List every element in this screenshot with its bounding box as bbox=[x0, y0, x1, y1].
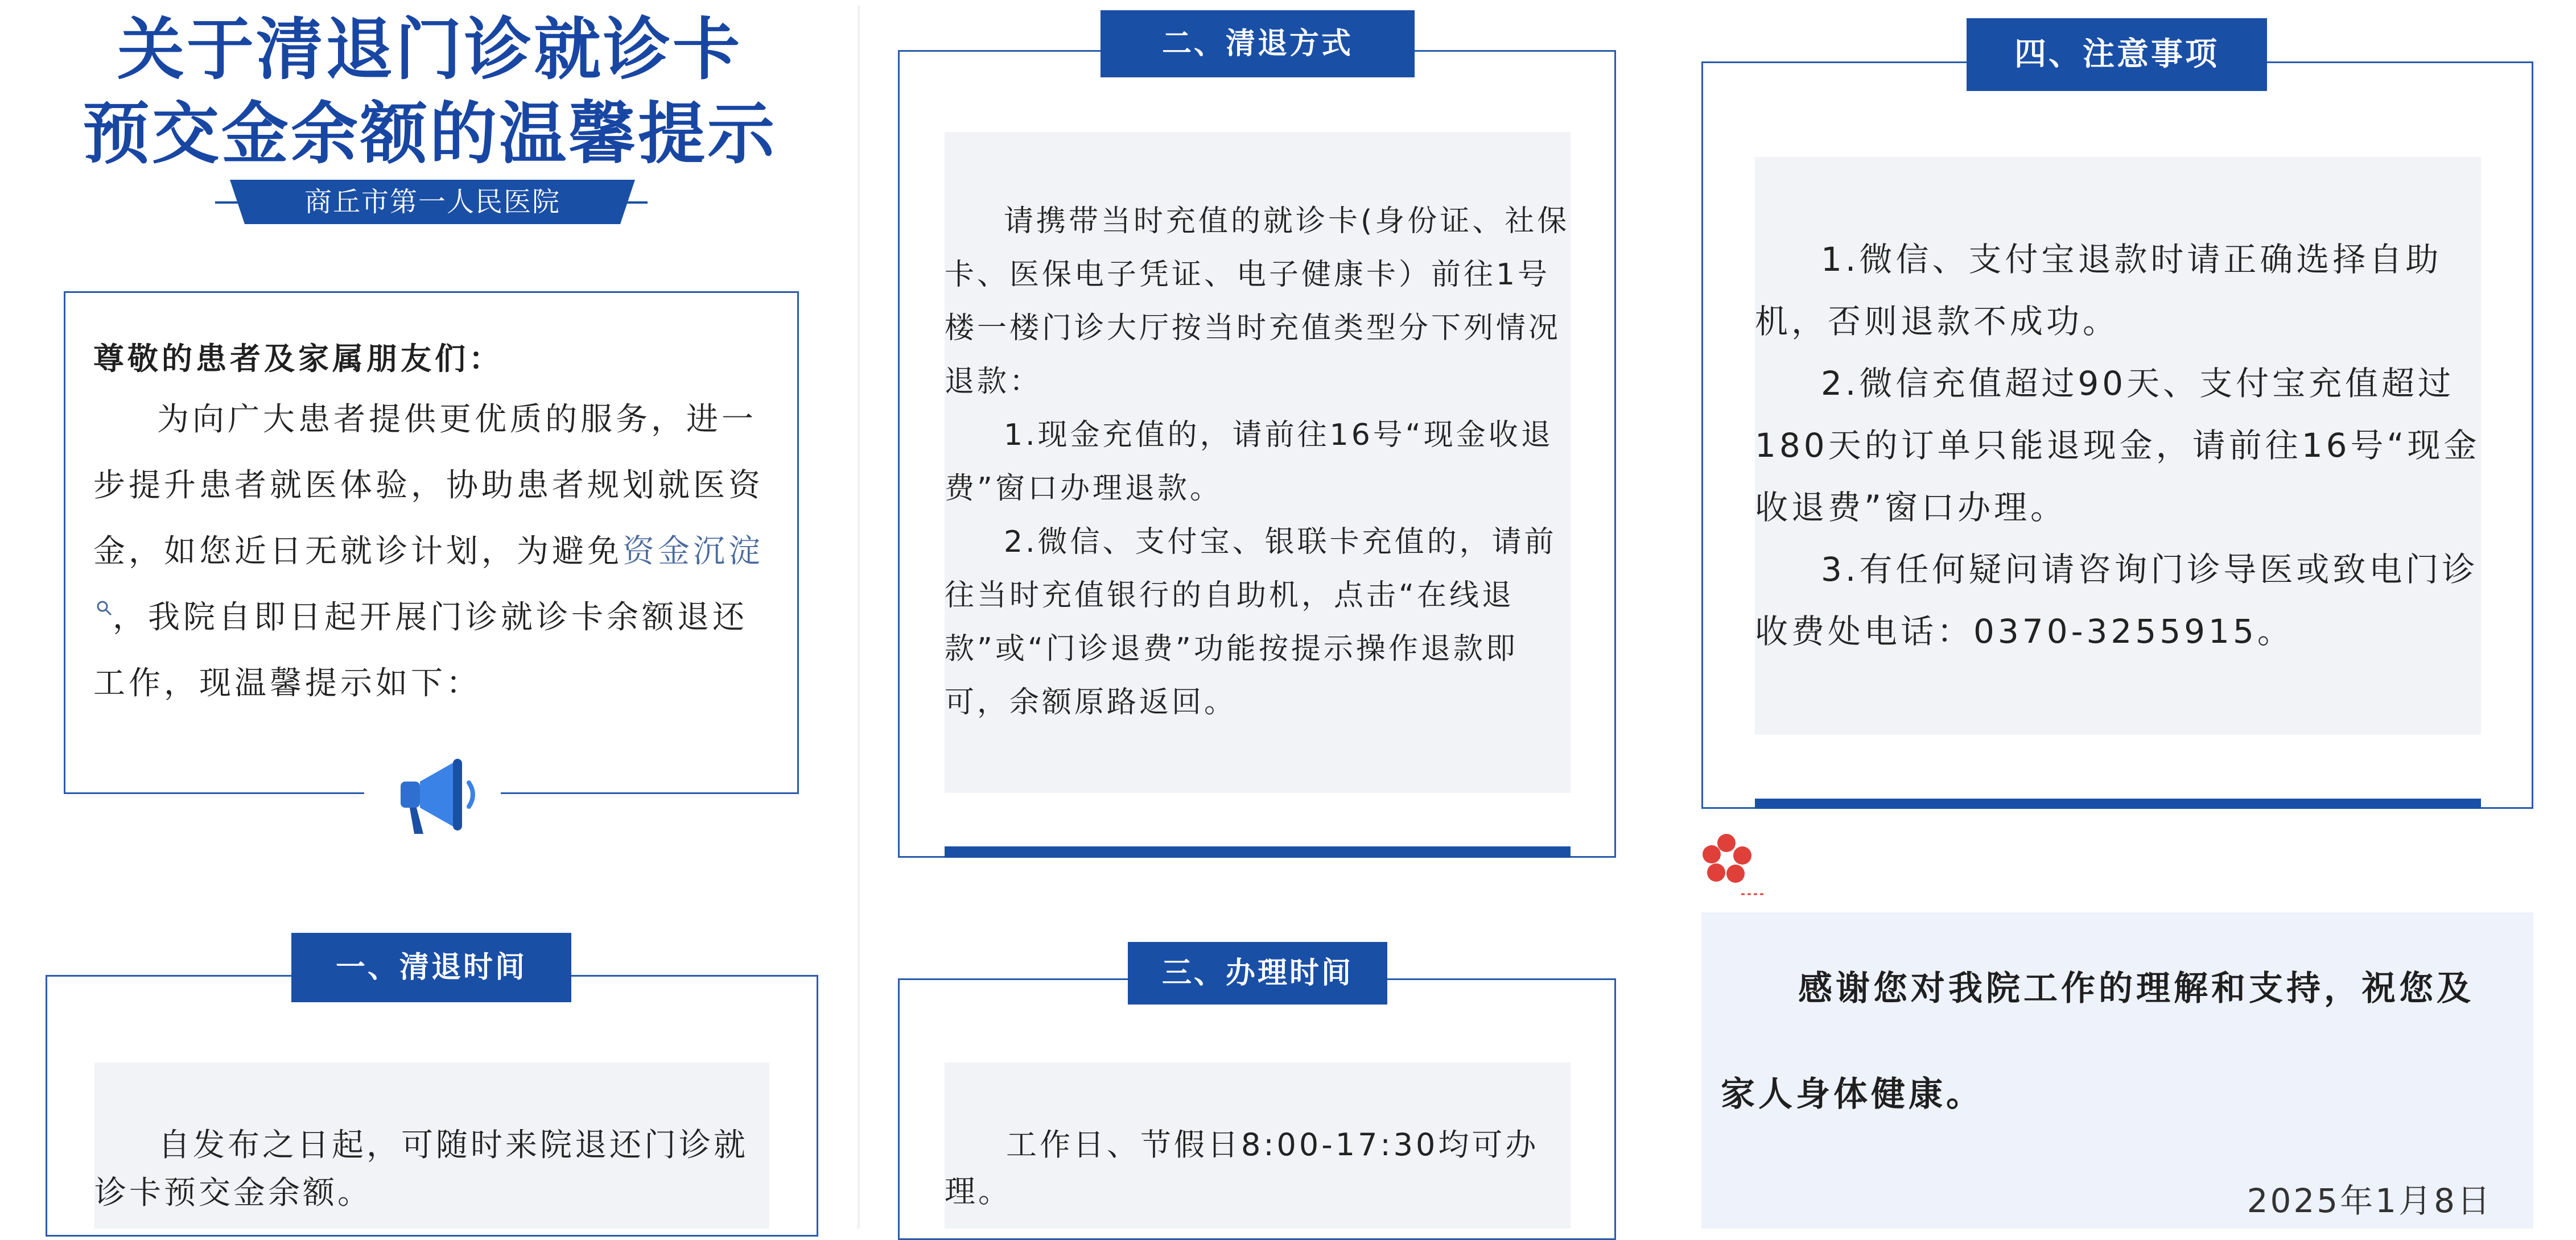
section2-paragraph-1: 请携带当时充值的就诊卡(身份证、社保卡、医保电子凭证、电子健康卡）前往1号楼一楼门诊大厅按当时充值类型分下列情况退款： bbox=[945, 204, 1570, 399]
column-divider bbox=[858, 6, 860, 1229]
section4-bottom-bar bbox=[1755, 799, 2481, 809]
closing-date: 2025年1月8日 bbox=[2247, 1181, 2492, 1220]
section4-title: 四、注意事项 bbox=[1967, 18, 2267, 91]
section2-paragraph-3: 2.微信、支付宝、银联卡充值的，请前往当时充值银行的自助机，点击“在线退款”或“门诊退费”功能按提示操作退款即可，余额原路返回。 bbox=[945, 525, 1557, 720]
section2-title: 二、清退方式 bbox=[1101, 10, 1415, 77]
section4-paragraph-2: 2.微信充值超过90天、支付宝充值超过180天的订单只能退现金，请前往16号“现金收退费”窗口办理。 bbox=[1755, 364, 2480, 527]
closing-thanks-line1: 感谢您对我院工作的理解和支持，祝您及 bbox=[1798, 969, 2474, 1008]
section4-paragraph-1: 1.微信、支付宝退款时请正确选择自助机，否则退款不成功。 bbox=[1755, 240, 2442, 341]
page-title-line2: 预交金余额的温馨提示 bbox=[82, 94, 777, 173]
intro-text-2: ，我院自即日起开展门诊就诊卡余额退还工作，现温馨提示如下： bbox=[93, 599, 748, 702]
megaphone-badge bbox=[364, 722, 501, 859]
section4-paragraph-3: 3.有任何疑问请咨询门诊导医或致电门诊收费处电话：0370-3255915。 bbox=[1755, 550, 2479, 651]
hospital-name: 商丘市第一人民医院 bbox=[304, 186, 560, 218]
intro-greeting: 尊敬的患者及家属朋友们： bbox=[93, 341, 503, 377]
intro-text-1: 为向广大患者提供更优质的服务，进一步提升患者就医体验，协助患者规划就医资金，如您近日无就诊计划，为避免 bbox=[93, 401, 764, 570]
hospital-name-tag bbox=[245, 180, 620, 224]
hospital-logo-icon bbox=[1701, 830, 1767, 896]
section1-title: 一、清退时间 bbox=[291, 933, 571, 1002]
hospital-logo bbox=[1701, 830, 1767, 896]
section3-title: 三、办理时间 bbox=[1128, 942, 1387, 1005]
intro-body bbox=[93, 387, 770, 717]
section2-text bbox=[945, 195, 1571, 729]
section2-bottom-bar bbox=[945, 846, 1571, 858]
search-icon bbox=[96, 600, 113, 617]
section1-text: 自发布之日起，可随时来院退还门诊就诊卡预交金余额。 bbox=[94, 1127, 748, 1212]
section2-paragraph-2: 1.现金充值的，请前往16号“现金收退费”窗口办理退款。 bbox=[945, 418, 1553, 506]
closing-thanks-line2: 家人身体健康。 bbox=[1721, 1074, 1984, 1114]
section3-text: 工作日、节假日8:00-17:30均可办理。 bbox=[945, 1127, 1539, 1209]
page-title-line1: 关于清退门诊就诊卡 bbox=[117, 10, 742, 89]
section4-text bbox=[1755, 229, 2481, 663]
megaphone-icon bbox=[364, 722, 501, 859]
capital-link-text: 资金沉淀 bbox=[623, 533, 764, 570]
